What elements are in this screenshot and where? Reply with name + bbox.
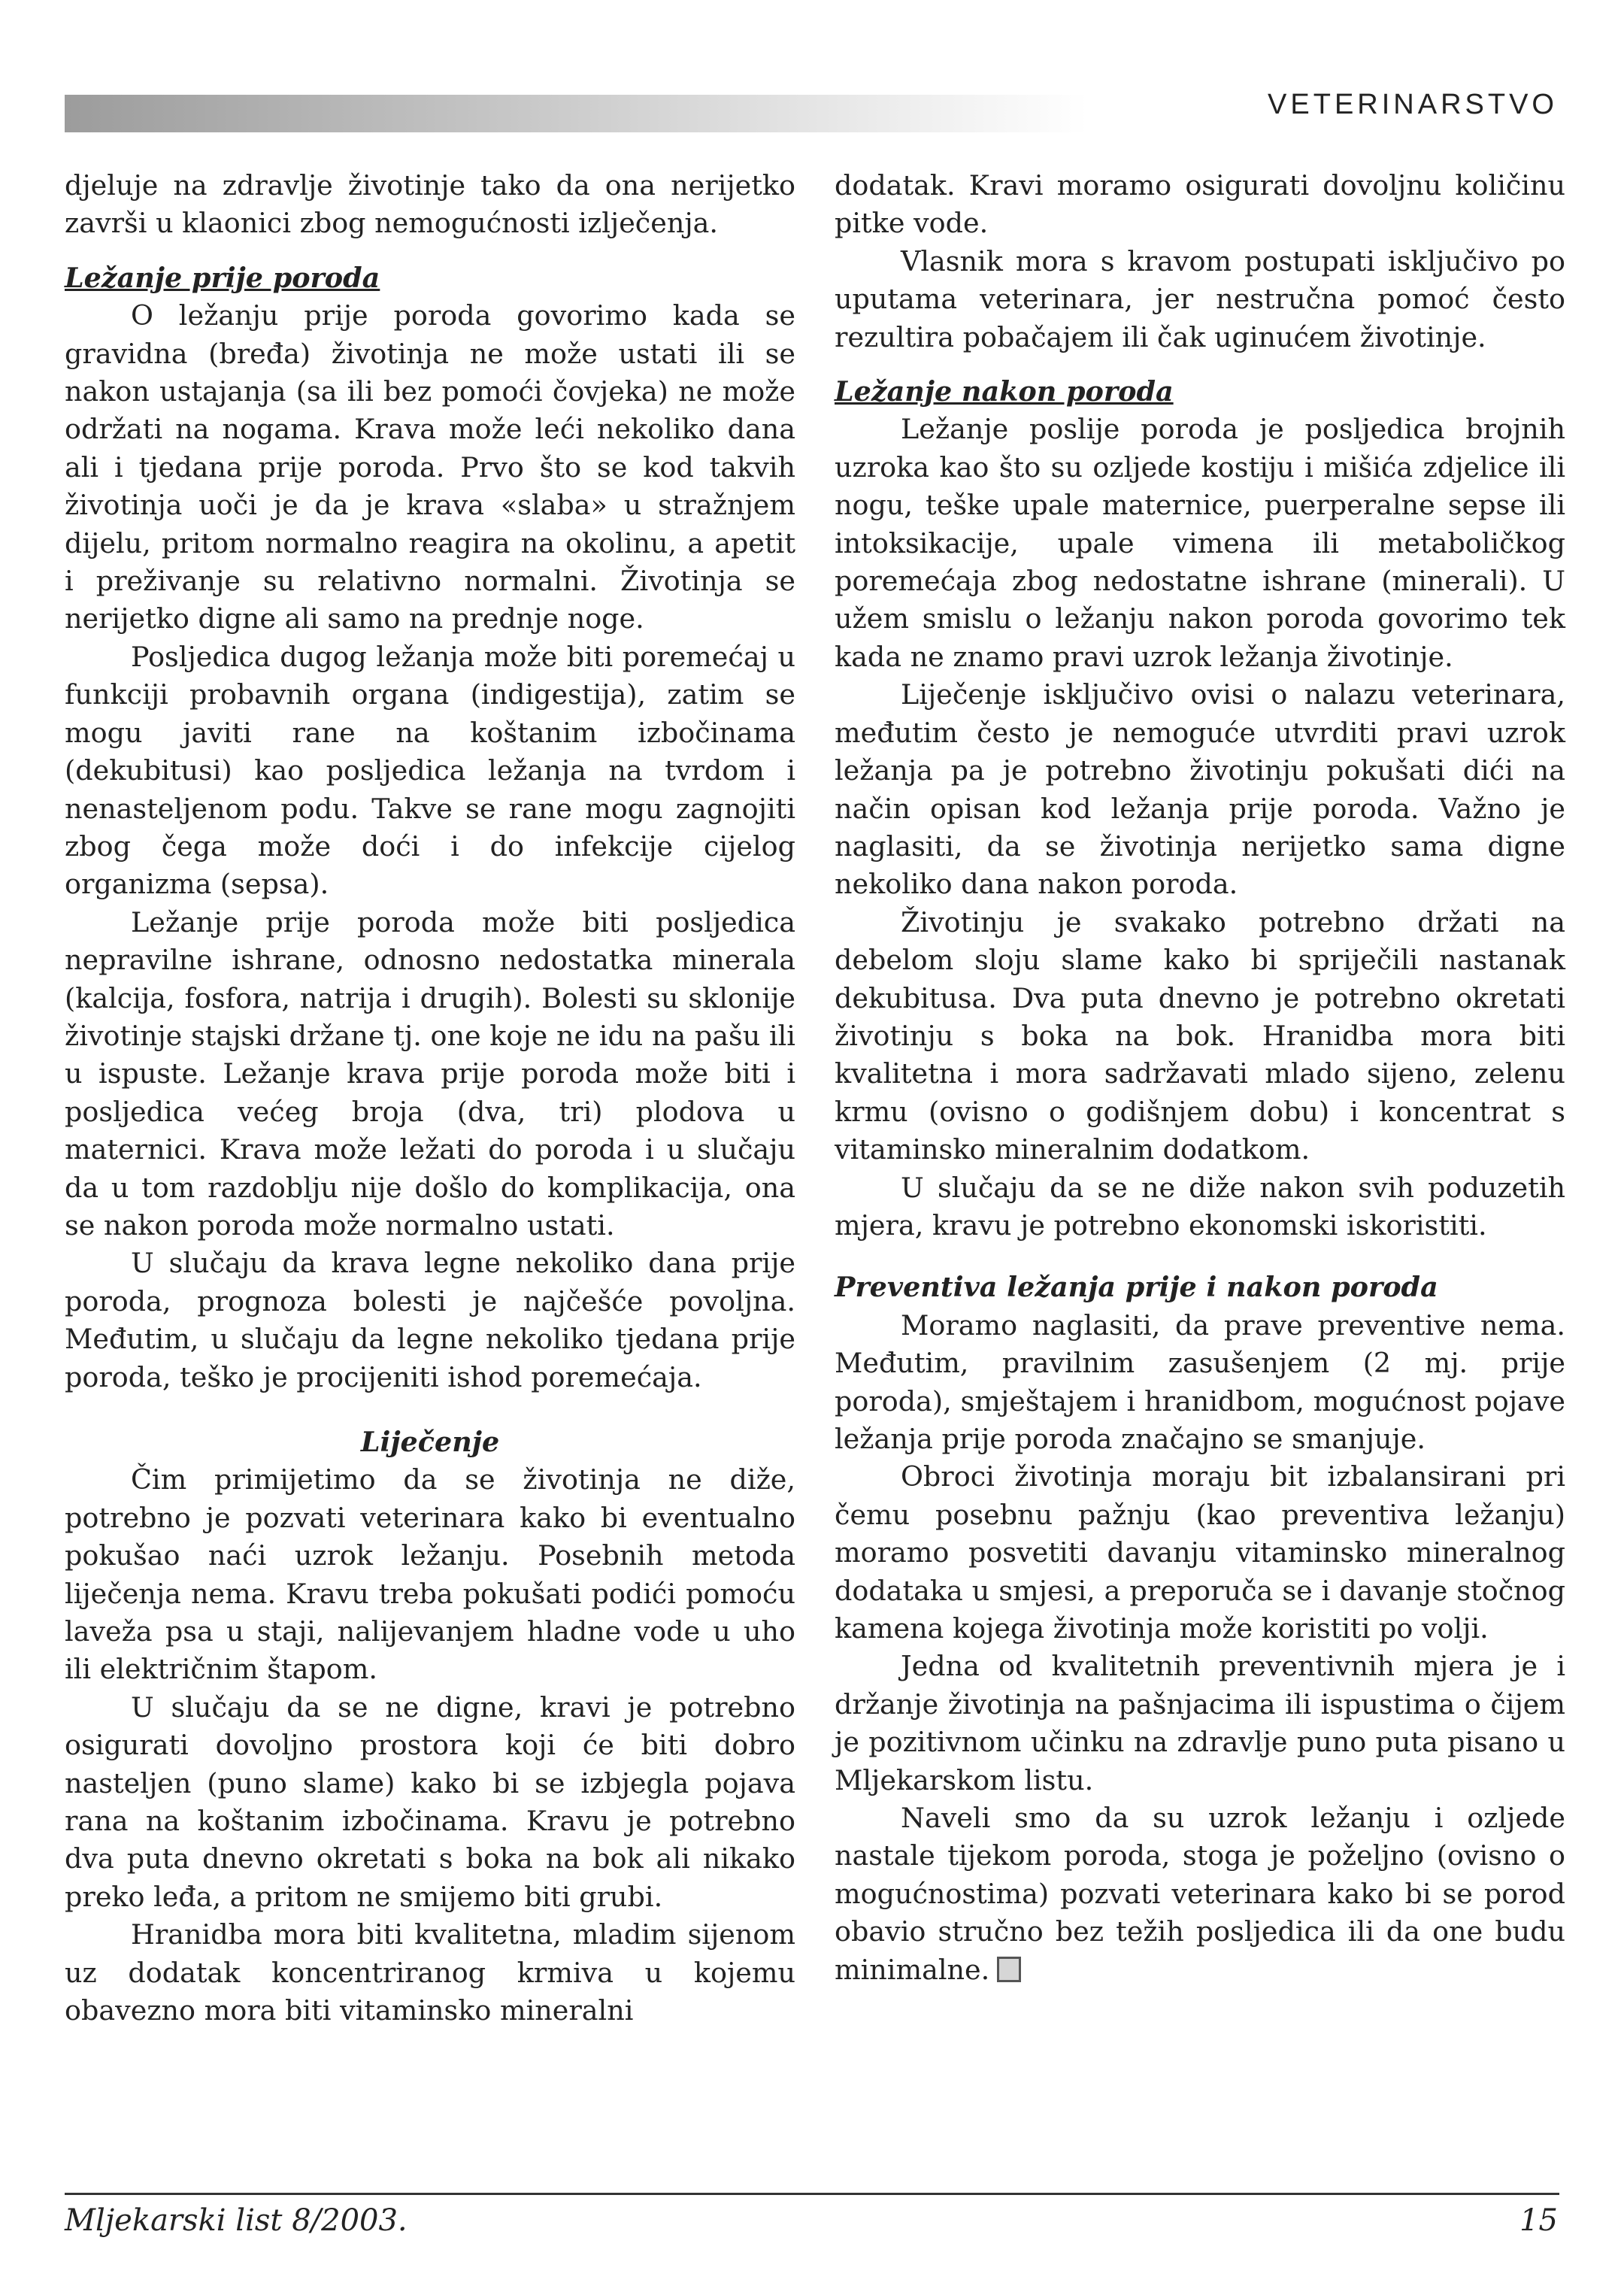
paragraph: O ležanju prije poroda govorimo kada se gravidna (bređa) životinja ne može ustati ili se nakon ustajanja (sa ili bez pomoći čovjeka) ne može održati na nogama. Krava može leći nekoliko dana ali i tjedana prije poroda. Prvo što se kod takvih životinja uoči je da je krava «slaba» u stražnjem dijelu, pritom normalno reagira na okolinu, a apetit i preživanje su relativno normalni. Životinja se nerijetko digne ali samo na prednje noge. (65, 299, 795, 635)
paragraph: U slučaju da se ne diže nakon svih poduzetih mjera, kravu je potrebno ekonomski iskoristiti. (835, 1171, 1565, 1242)
page-number: 15 (1519, 2203, 1558, 2238)
paragraph: Ležanje prije poroda može biti posljedica nepravilne ishrane, odnosno nedostatka minerala (kalcija, fosfora, natrija i drugih). Bolesti su sklonije životinje stajski držane tj. one koje ne idu na pašu ili u ispuste. Ležanje krava prije poroda može biti i posljedica većeg broja (dva, tri) plodova u maternici. Krava može ležati do poroda i u slučaju da u tom razdoblju nije došlo do komplikacija, ona se nakon poroda može normalno ustati. (65, 905, 795, 1242)
paragraph: Ležanje poslije poroda je posljedica brojnih uzroka kao što su ozljede kostiju i mišića zdjelice ili nogu, teške upale maternice, puerperalne sepse ili intoksikacije, upale vimena ili metaboličkog poremećaja zbog nedostatne ishrane (minerali). U užem smislu o ležanju nakon poroda govorimo tek kada ne znamo pravi uzrok ležanja životinje. (835, 413, 1565, 673)
footer-divider (65, 2193, 1559, 2195)
final-paragraph (835, 1799, 1565, 1989)
end-of-article-icon (997, 1957, 1021, 1982)
subheading-after-birth: Ležanje nakon poroda (835, 375, 1174, 408)
paragraph: Čim primijetimo da se životinja ne diže, potrebno je pozvati veterinara kako bi eventualno pokušao naći uzrok ležanju. Posebnih metoda liječenja nema. Kravu treba pokušati podići pomoću laveža psa u staji, nalijevanjem hladne vode u uho ili električnim štapom. (65, 1463, 795, 1686)
paragraph: djeluje na zdravlje životinje tako da ona nerijetko završi u klaonici zbog nemogućnosti izlječenja. (65, 169, 795, 240)
paragraph: Životinju je svakako potrebno držati na debelom sloju slame kako bi spriječili nastanak dekubitusa. Dva puta dnevno je potrebno okretati životinju s boka na bok. Hranidba mora biti kvalitetna i mora sadržavati mlado sijeno, zelenu krmu (ovisno o godišnjem dobu) i koncentrat s vitaminsko mineralnim dodatkom. (835, 905, 1565, 1166)
left-column (65, 167, 795, 2030)
paragraph: Vlasnik mora s kravom postupati isključivo po uputama veterinara, jer nestručna pomoć često rezultira pobačajem ili čak uginućem životinje. (835, 244, 1565, 353)
subheading-before-birth: Ležanje prije poroda (65, 261, 380, 294)
paragraph: Hranidba mora biti kvalitetna, mladim sijenom uz dodatak koncentriranog krmiva u kojemu obavezno mora biti vitaminsko mineralni (65, 1918, 795, 2027)
right-column (835, 167, 1565, 1989)
paragraph: Jedna od kvalitetnih preventivnih mjera je i držanje životinja na pašnjacima ili ispustima o čijem je pozitivnom učinku na zdravlje puno puta pisano u Mljekarskom listu. (835, 1650, 1565, 1796)
subheading-treatment: Liječenje (360, 1426, 500, 1458)
paragraph: U slučaju da krava legne nekoliko dana prije poroda, prognoza bolesti je najčešće povoljna. Međutim, u slučaju da legne nekoliko tjedana prije poroda, teško je procijeniti ishod poremećaja. (65, 1247, 795, 1393)
paragraph: Liječenje isključivo ovisi o nalazu veterinara, međutim često je nemoguće utvrditi pravi uzrok ležanja pa je potrebno životinju pokušati dići na način opisan kod ležanja prije poroda. Važno je naglasiti, da se životinja nerijetko sama digne nekoliko dana nakon poroda. (835, 678, 1565, 901)
paragraph-text: Naveli smo da su uzrok ležanju i ozljede nastale tijekom poroda, stoga je poželjno (ovisno o mogućnostima) pozvati veterinara kako bi se porod obavio stručno bez težih posljedica ili da one budu minimalne. (835, 1802, 1565, 1986)
paragraph: Posljedica dugog ležanja može biti poremećaj u funkciji probavnih organa (indigestija), zatim se mogu javiti rane na koštanim izbočinama (dekubitusi) kao posljedica ležanja na tvrdom i nenasteljenom podu. Takve se rane mogu zagnojiti zbog čega može doći i do infekcije cijelog organizma (sepsa). (65, 640, 795, 901)
header-decorative-bar (65, 95, 1087, 132)
paragraph: U slučaju da se ne digne, kravi je potrebno osigurati dovoljno prostora koji će biti dobro nasteljen (puno slame) kako bi se izbjegla pojava rana na koštanim izbočinama. Kravu je potrebno dva puta dnevno okretati s boka na bok ali nikako preko leđa, a pritom ne smijemo biti grubi. (65, 1690, 795, 1913)
paragraph: Moramo naglasiti, da prave preventive nema. Međutim, pravilnim zasušenjem (2 mj. prije poroda), smještajem i hranidbom, mogućnost pojave ležanja prije poroda značajno se smanjuje. (835, 1308, 1565, 1455)
paragraph: Obroci životinja moraju bit izbalansirani pri čemu posebnu pažnju (kao preventiva ležanju) moramo posvetiti davanju vitaminsko mineralnog dodataka u smjesi, a preporuča se i davanje stočnog kamena kojega životinja može koristiti po volji. (835, 1460, 1565, 1645)
subheading-prevention: Preventiva ležanja prije i nakon poroda (835, 1271, 1438, 1304)
section-label: VETERINARSTVO (1268, 89, 1558, 120)
footer-journal-issue: Mljekarski list 8/2003. (65, 2203, 408, 2238)
paragraph: dodatak. Kravi moramo osigurati dovoljnu količinu pitke vode. (835, 169, 1565, 240)
